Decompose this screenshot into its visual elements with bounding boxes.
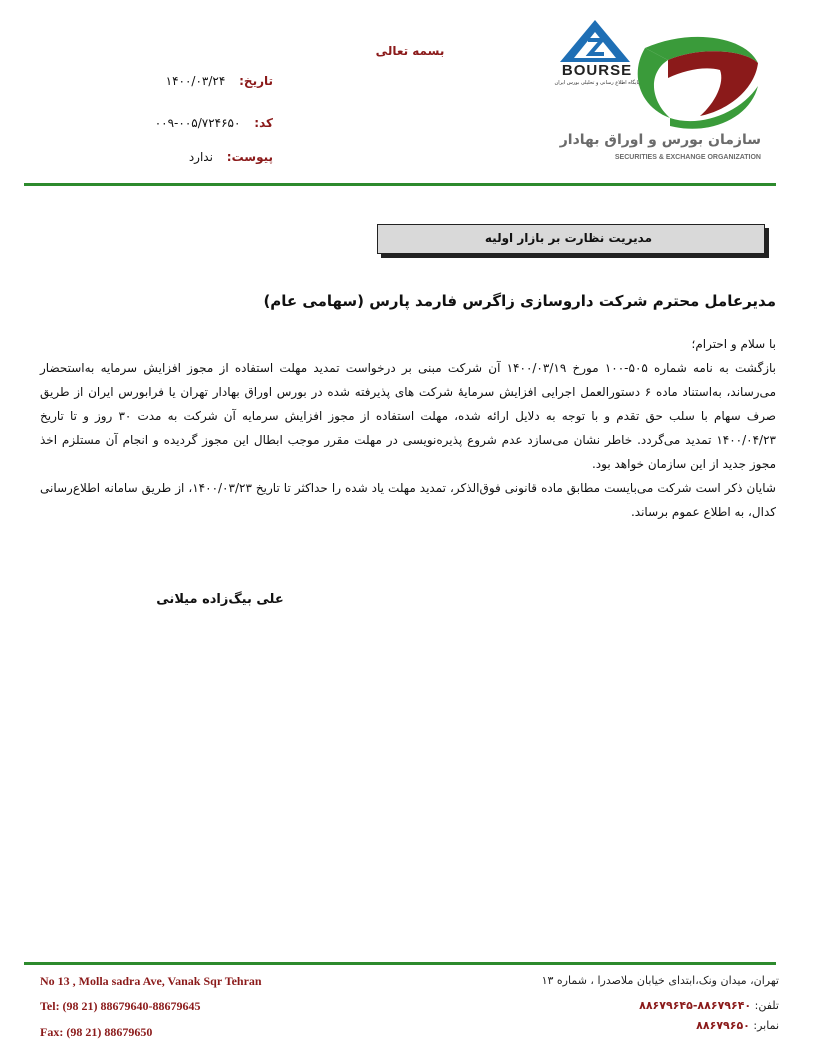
body-paragraph-2: شایان ذکر است شرکت می‌بایست مطابق ماده قانونی فوق‌الذکر، تمدید مهلت یاد شده را حداکثر تا تاریخ ۱۴۰۰/۰۳/۲۳، از طریق سامانه اطلاع‌رسانی کدال، به اطلاع عموم برساند. [40,481,776,519]
organization-logo [550,18,765,168]
footer-address-en: No 13 , Molla sadra Ave, Vanak Sqr Tehran [40,974,262,988]
basmala: بسمه تعالی [375,44,445,58]
footer-tel-fa-value: ۸۸۶۷۹۶۴۰-۸۸۶۷۹۶۴۵ [639,999,752,1012]
footer-tel-fa-label: تلفن: [754,999,779,1012]
letter-body [40,332,776,524]
footer-fax-fa-label: نمابر: [753,1019,779,1032]
footer-tel-fa [639,999,779,1012]
bourse-logo-subtitle: پایگاه اطلاع رسانی و تحلیلی بورس ایران [554,80,640,86]
date-row [166,74,273,88]
greeting: با سلام و احترام؛ [691,337,776,351]
code-row [155,116,273,130]
attachment-row [189,150,273,164]
body-paragraph-1: بازگشت به نامه شماره ۵۰۵-۱۰۰ مورخ ۱۴۰۰/۰۳/۱۹ آن شرکت مبنی بر درخواست تمدید مهلت استفاده از مجوز افزایش سرمایه به‌استحضار می‌رساند، به‌استناد ماده ۶ دستورالعمل اجرایی افزایش سرمایهٔ شرکت های پذیرفته شده در بورس اوراق بهادار تهران یا فرابورس ایران از طریق صرف سهام با سلب حق تقدم و با توجه به دلایل ارائه شده، مهلت استفاده از مجوز افزایش سرمایه آن شرکت به مدت ۳۰ روز و تا تاریخ ۱۴۰۰/۰۴/۲۳ تمدید می‌گردد. خاطر نشان می‌سازد عدم شروع پذیره‌نویسی در مهلت مقرر موجب ابطال این مجوز گردیده و انجام آن مستلزم اخذ مجوز جدید از این سازمان خواهد بود. [40,361,776,471]
header-divider [24,183,776,186]
footer-address-fa: تهران، میدان ونک،ابتدای خیابان ملاصدرا ، شماره ۱۳ [541,974,779,987]
attachment-value: ندارد [188,150,213,164]
date-label: تاریخ: [239,74,273,88]
organization-name-en: SECURITIES & EXCHANGE ORGANIZATION [614,154,761,161]
footer-divider [24,962,776,965]
attachment-label: پیوست: [226,150,273,164]
footer-fax-en: Fax: (98 21) 88679650 [40,1025,153,1039]
footer-tel-en: Tel: (98 21) 88679640-88679645 [40,999,201,1013]
addressee: مدیرعامل محترم شرکت داروسازی زاگرس فارمد پارس (سهامی عام) [263,292,776,310]
department-box [377,224,765,254]
code-label: کد: [254,116,273,130]
footer-fax-fa-value: ۸۸۶۷۹۶۵۰ [696,1019,750,1032]
department-title: مدیریت نظارت بر بازار اولیه [484,231,652,245]
bourse-logo-text: BOURSE [561,62,633,79]
organization-name-fa: سازمان بورس و اوراق بهادار [559,132,761,148]
signatory-name: علی بیگ‌زاده میلانی [156,592,284,607]
footer-fax-fa [696,1019,779,1032]
date-value: ۱۴۰۰/۰۳/۲۴ [165,74,226,88]
code-value: ۰۰۵/۷۲۴۶۵۰-۰۰۹ [154,116,241,130]
